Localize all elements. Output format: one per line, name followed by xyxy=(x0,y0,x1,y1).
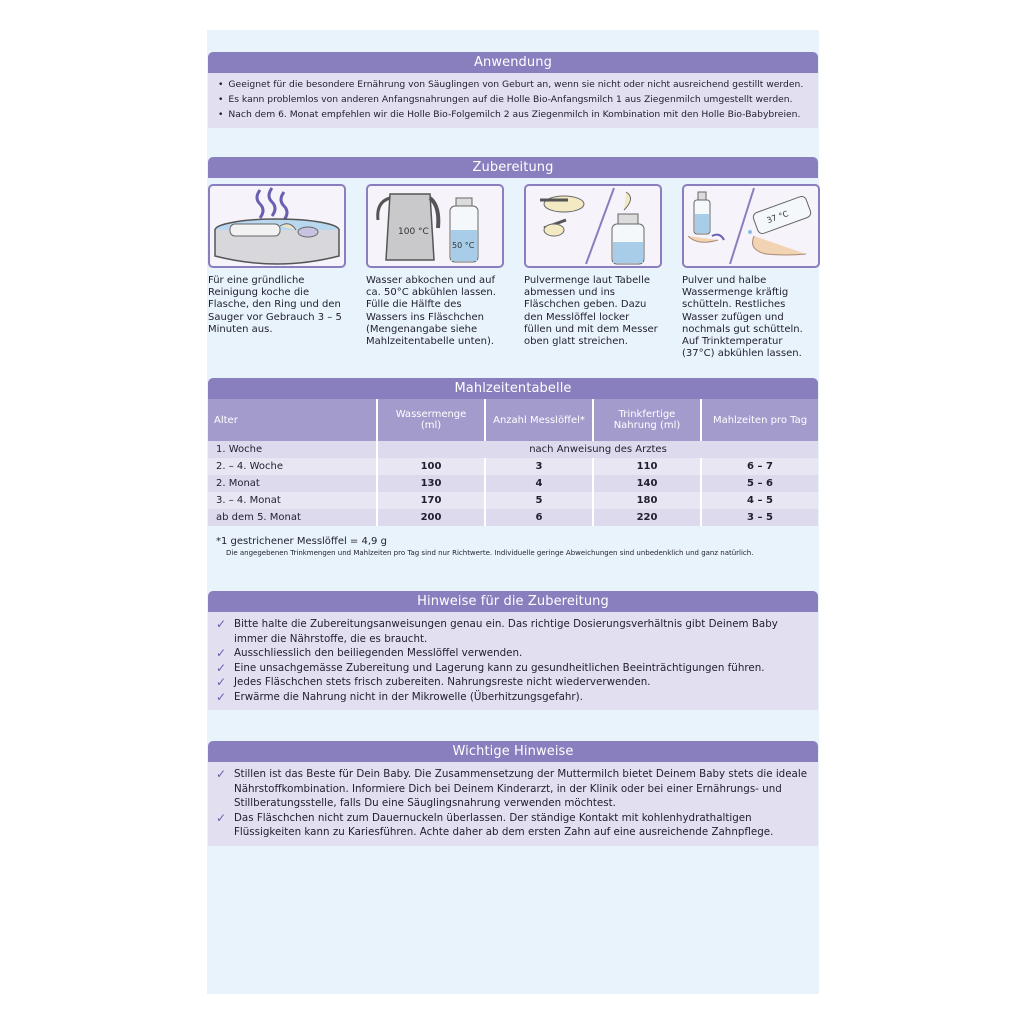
bottle-temp-label: 37 °C xyxy=(765,209,790,226)
section-title: Wichtige Hinweise xyxy=(208,741,818,762)
table-cell: 4 xyxy=(485,475,593,492)
shake-bottle-illustration xyxy=(682,184,820,268)
powder-scoop-illustration xyxy=(524,184,662,268)
list-item: ✓ Bitte halte die Zubereitungsanweisungen genau ein. Das richtige Dosierungsverhältnis gibt Deinem Baby immer die Nährstoffe, die es braucht. xyxy=(216,617,778,645)
table-cell: 5 xyxy=(485,492,593,509)
section-title: Zubereitung xyxy=(208,157,818,178)
list-item: • Geeignet für die besondere Ernährung von Säuglingen von Geburt an, wenn sie nicht oder nicht ausreichend gestillt werden. xyxy=(218,79,804,90)
table-cell: 3 – 5 xyxy=(747,512,773,523)
checkmark-icon: ✓ xyxy=(216,689,227,704)
step-3 xyxy=(524,184,662,348)
section-mahlzeitentabelle xyxy=(208,378,818,557)
table-cell: 3. – 4. Monat xyxy=(208,492,377,509)
table-row xyxy=(208,441,818,458)
list-item: ✓ Erwärme die Nahrung nicht in der Mikrowelle (Überhitzungsgefahr). xyxy=(216,689,583,704)
section-zubereitung xyxy=(208,157,818,360)
table-cell: 180 xyxy=(593,492,701,509)
step-4 xyxy=(682,184,820,360)
checkmark-icon: ✓ xyxy=(216,675,227,689)
table-cell: 1. Woche xyxy=(208,441,377,458)
bullet-list xyxy=(208,73,818,128)
list-item: ✓ Jedes Fläschchen stets frisch zubereiten. Nahrungsreste nicht wiederverwenden. xyxy=(216,675,651,689)
boiling-pot-illustration xyxy=(208,184,346,268)
bottle-temp-label: 50 °C xyxy=(452,241,475,250)
list-item: ✓ Das Fläschchen nicht zum Dauernuckeln überlassen. Der ständige Kontakt mit kohlenhydrathaltigen Flüssigkeiten kann zu Kariesführen. Achte daher ab dem ersten Zahn auf eine ausreichende Zahnpflege. xyxy=(216,810,774,838)
step-text: Pulver und halbe Wassermenge kräftig schütteln. Restliches Wasser zufügen und nochmals gut schütteln. Auf Trinktemperatur (37°C) abkühlen lassen. xyxy=(682,275,803,360)
column-header: Anzahl Messlöffel* xyxy=(485,399,593,441)
table-cell: 3 xyxy=(485,458,593,475)
section-title: Mahlzeitentabelle xyxy=(208,378,818,399)
steps xyxy=(208,178,818,360)
kettle-temp-label: 100 °C xyxy=(398,227,429,237)
feeding-table xyxy=(208,399,818,526)
checkmark-icon: ✓ xyxy=(216,617,227,631)
table-cell: 220 xyxy=(593,509,701,526)
table-cell: nach Anweisung des Arztes xyxy=(529,444,667,455)
list-item: ✓ Stillen ist das Beste für Dein Baby. Die Zusammensetzung der Muttermilch bietet Deinem Baby stets die ideale Nährstoffkombination. Informiere Dich bei Deinem Kinderarzt, in der Klinik oder bei einer Ernährungs- und Stillberatungsstelle, falls Du eine Säuglingsnahrung verwenden möchtest. xyxy=(216,767,808,809)
table-cell: 130 xyxy=(377,475,485,492)
table-cell: 6 xyxy=(485,509,593,526)
column-header: Trinkfertige Nahrung (ml) xyxy=(593,399,701,441)
checkmark-icon: ✓ xyxy=(216,810,227,825)
list-item: • Nach dem 6. Monat empfehlen wir die Holle Bio-Folgemilch 2 aus Ziegenmilch in Kombination mit den Holle Bio-Babybreien. xyxy=(218,109,801,120)
checkmark-icon: ✓ xyxy=(216,767,227,781)
list-item: ✓ Ausschliesslich den beiliegenden Messlöffel verwenden. xyxy=(216,646,523,660)
section-wichtige-hinweise xyxy=(208,741,818,846)
column-header: Mahlzeiten pro Tag xyxy=(701,399,818,441)
step-text: Pulvermenge laut Tabelle abmessen und ins Fläschchen geben. Dazu den Messlöffel locker füllen und mit dem Messer oben glatt streichen. xyxy=(524,275,658,348)
checklist xyxy=(208,762,818,846)
table-cell: 6 – 7 xyxy=(747,461,773,472)
section-anwendung xyxy=(208,52,818,128)
footnote: *1 gestrichener Messlöffel = 4,9 g xyxy=(216,536,387,547)
table-row xyxy=(208,475,818,492)
table-row xyxy=(208,458,818,475)
column-header: Wassermenge (ml) xyxy=(377,399,485,441)
step-text: Für eine gründliche Reinigung koche die Flasche, den Ring und den Sauger vor Gebrauch 3 – 5 Minuten aus. xyxy=(208,275,342,335)
checkmark-icon: ✓ xyxy=(216,660,227,675)
table-cell: 170 xyxy=(377,492,485,509)
table-cell: 2. Monat xyxy=(208,475,377,492)
column-header: Alter xyxy=(208,399,377,441)
footnote-small: Die angegebenen Trinkmengen und Mahlzeiten pro Tag sind nur Richtwerte. Individuelle geringe Abweichungen sind unbedenklich und ganz natürlich. xyxy=(226,549,754,557)
kettle-bottle-illustration xyxy=(366,184,504,268)
table-cell: 2. – 4. Woche xyxy=(208,458,377,475)
table-cell: 4 – 5 xyxy=(747,495,773,506)
table-cell: 100 xyxy=(377,458,485,475)
table-cell: 5 – 6 xyxy=(747,478,773,489)
step-1 xyxy=(208,184,346,336)
table-row xyxy=(208,492,818,509)
table-row xyxy=(208,509,818,526)
section-title: Hinweise für die Zubereitung xyxy=(208,591,818,612)
section-title: Anwendung xyxy=(208,52,818,73)
table-cell: 140 xyxy=(593,475,701,492)
list-item: ✓ Eine unsachgemässe Zubereitung und Lagerung kann zu gesundheitlichen Beeinträchtigungen führen. xyxy=(216,660,765,675)
table-cell: 110 xyxy=(593,458,701,475)
step-2 xyxy=(366,184,504,348)
list-item: • Es kann problemlos von anderen Anfangsnahrungen auf die Holle Bio-Anfangsmilch 1 aus Ziegenmilch umgestellt werden. xyxy=(218,94,793,105)
step-text: Wasser abkochen und auf ca. 50°C abkühlen lassen. Fülle die Hälfte des Wassers ins Fläschchen (Mengenangabe siehe Mahlzeitentabelle unten). xyxy=(366,275,496,348)
table-cell: 200 xyxy=(377,509,485,526)
checklist xyxy=(208,612,818,710)
checkmark-icon: ✓ xyxy=(216,646,227,660)
table-cell: ab dem 5. Monat xyxy=(208,509,377,526)
section-hinweise xyxy=(208,591,818,710)
